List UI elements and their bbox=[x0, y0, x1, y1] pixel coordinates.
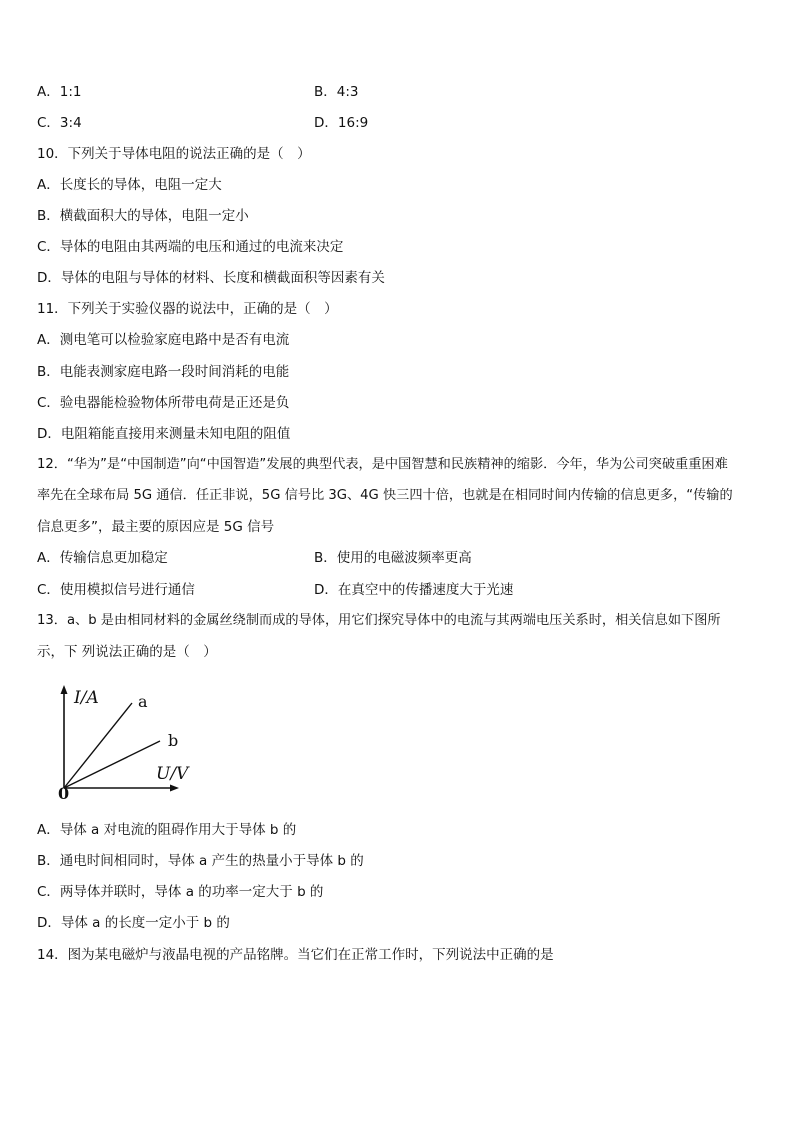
q9-option-c: C．3:4 bbox=[37, 115, 82, 131]
q12-option-d: D．在真空中的传播速度大于光速 bbox=[314, 582, 514, 598]
q13-stem-line-1: 13．a、b 是由相同材料的金属丝绕制而成的导体，用它们探究导体中的电流与其两端电压关系时，相关信息如下图所 bbox=[37, 613, 721, 628]
q11-option-d: D．电阻箱能直接用来测量未知电阻的阻值 bbox=[37, 426, 291, 442]
line-b bbox=[64, 741, 160, 788]
q13-option-a: A．导体 a 对电流的阻碍作用大于导体 b 的 bbox=[37, 822, 297, 838]
q13-stem-line-2: 示，下 列说法正确的是（ ） bbox=[37, 644, 217, 660]
line-a-label: a bbox=[138, 692, 148, 711]
q9-option-a: A．1:1 bbox=[37, 84, 82, 100]
q11-option-b: B．电能表测家庭电路一段时间消耗的电能 bbox=[37, 364, 290, 380]
q11-option-c: C．验电器能检验物体所带电荷是正还是负 bbox=[37, 395, 290, 411]
q13-option-b: B．通电时间相同时，导体 a 产生的热量小于导体 b 的 bbox=[37, 853, 364, 869]
q13-option-c: C．两导体并联时，导体 a 的功率一定大于 b 的 bbox=[37, 884, 324, 900]
line-b-label: b bbox=[168, 731, 179, 750]
q10-option-c: C．导体的电阻由其两端的电压和通过的电流来决定 bbox=[37, 239, 344, 255]
q12-option-b: B．使用的电磁波频率更高 bbox=[314, 550, 472, 566]
q10-stem: 10．下列关于导体电阻的说法正确的是（ ） bbox=[37, 146, 311, 162]
q13-iu-graph bbox=[52, 683, 202, 803]
q14-stem: 14．图为某电磁炉与液晶电视的产品铭牌。当它们在正常工作时，下列说法中正确的是 bbox=[37, 947, 554, 963]
y-axis-arrow-icon bbox=[61, 685, 68, 694]
q12-stem-line-1: 12．“华为”是“中国制造”向“中国智造”发展的典型代表，是中国智慧和民族精神的缩影．今年，华为公司突破重重困难 bbox=[37, 457, 728, 472]
q10-option-a: A．长度长的导体，电阻一定大 bbox=[37, 177, 222, 193]
q12-option-a: A．传输信息更加稳定 bbox=[37, 550, 168, 566]
q11-stem: 11．下列关于实验仪器的说法中，正确的是（ ） bbox=[37, 301, 338, 317]
q13-option-d: D．导体 a 的长度一定小于 b 的 bbox=[37, 915, 230, 931]
line-a bbox=[64, 703, 132, 788]
y-axis-label: I/A bbox=[74, 688, 99, 708]
q11-option-a: A．测电笔可以检验家庭电路中是否有电流 bbox=[37, 332, 290, 348]
q12-stem-line-2: 率先在全球布局 5G 通信．任正非说，5G 信号比 3G、4G 快三四十倍，也就是在相同时间内传输的信息更多，“传输的 bbox=[37, 488, 733, 503]
q9-option-b: B．4:3 bbox=[314, 84, 359, 100]
q10-option-d: D．导体的电阻与导体的材料、长度和横截面积等因素有关 bbox=[37, 270, 385, 286]
q12-stem-line-3: 信息更多”，最主要的原因应是 5G 信号 bbox=[37, 519, 275, 535]
origin-label: 0 bbox=[58, 784, 70, 803]
q9-option-d: D．16:9 bbox=[314, 115, 369, 131]
q10-option-b: B．横截面积大的导体，电阻一定小 bbox=[37, 208, 249, 224]
x-axis-arrow-icon bbox=[170, 785, 179, 792]
q12-option-c: C．使用模拟信号进行通信 bbox=[37, 582, 195, 598]
x-axis-label: U/V bbox=[156, 764, 189, 784]
